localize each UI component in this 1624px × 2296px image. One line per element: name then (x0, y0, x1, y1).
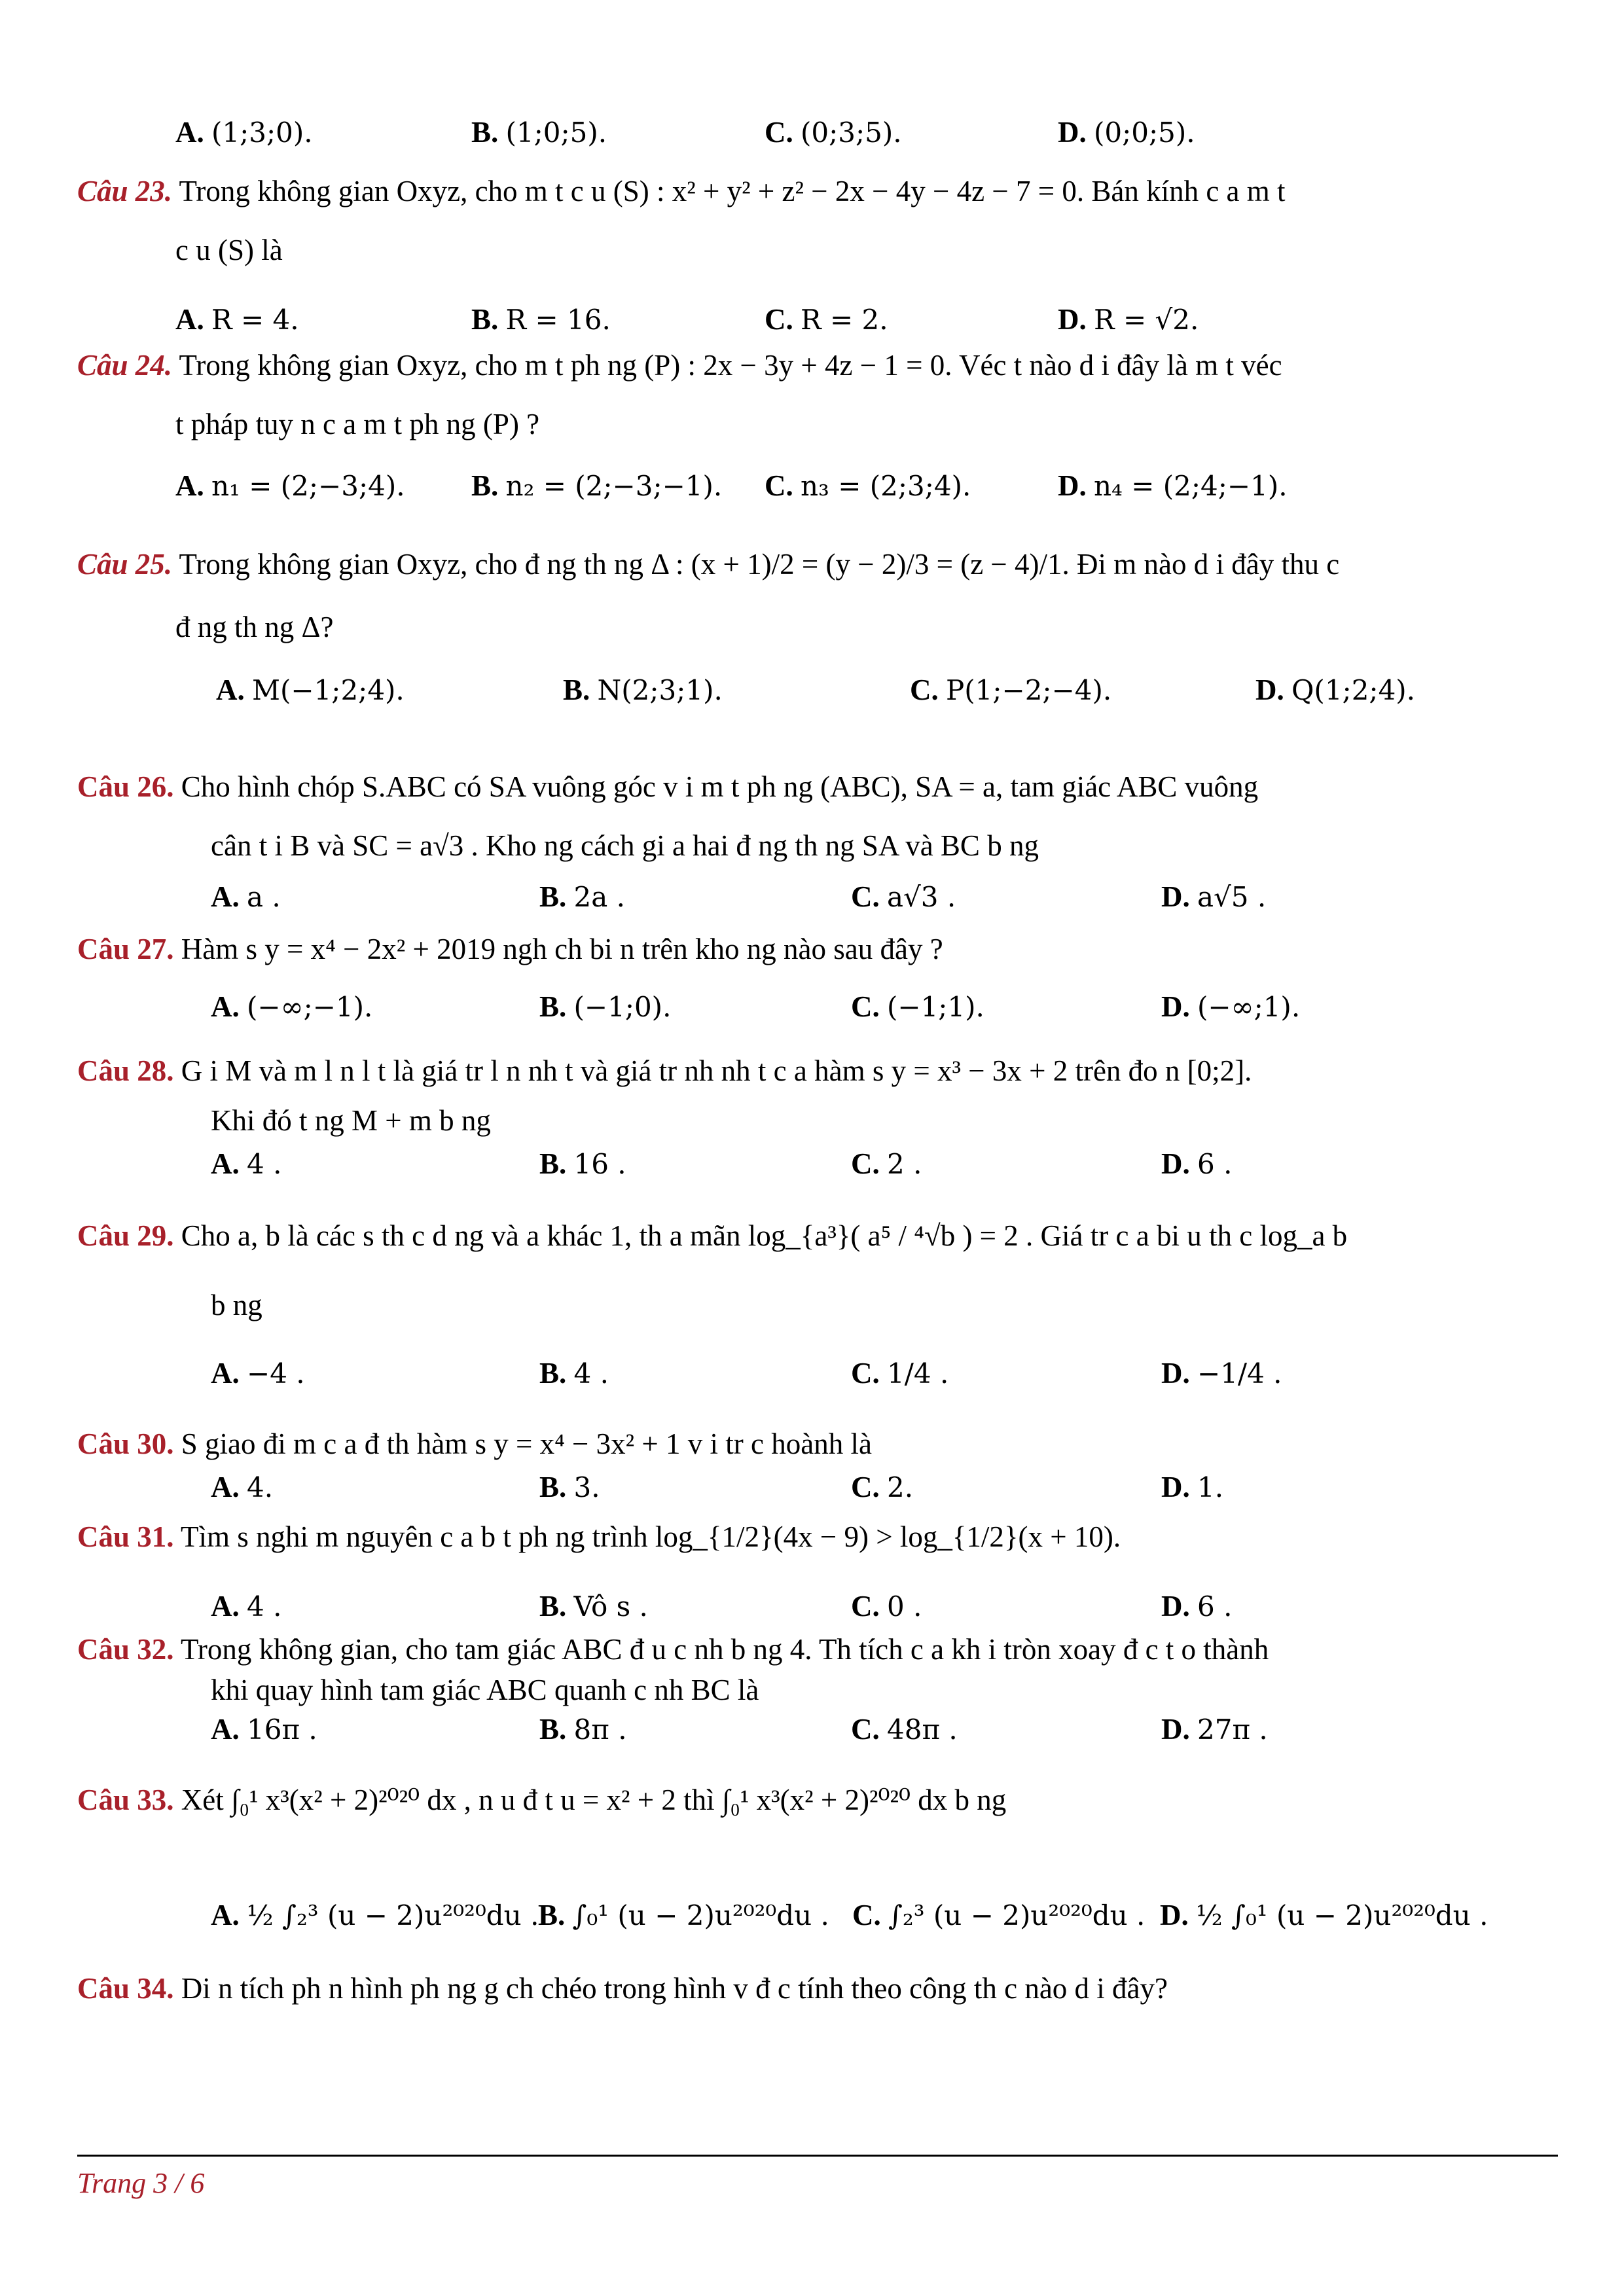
option-label: B. (471, 303, 499, 336)
option-value: Vô s . (573, 1590, 648, 1623)
question-label: Câu 27. (77, 933, 174, 965)
question-label: Câu 31. (77, 1520, 174, 1553)
question-text: Khi đó t ng M + m b ng (211, 1104, 491, 1137)
option-value: 2 . (887, 1148, 922, 1180)
option-label: B. (539, 1357, 567, 1390)
option-label: C. (765, 116, 793, 149)
option-value: 8π . (573, 1713, 627, 1746)
option-label: B. (539, 990, 567, 1023)
option-label: D. (1161, 880, 1190, 913)
option-label: D. (1160, 1899, 1189, 1931)
option-value: a√3 . (887, 881, 956, 913)
option-label: B. (539, 880, 567, 913)
option-label: A. (211, 1147, 240, 1180)
question-text: khi quay hình tam giác ABC quanh c nh BC là (211, 1674, 759, 1706)
option-label: A. (175, 116, 204, 149)
option-value: 0 . (887, 1590, 922, 1623)
option-label: B. (539, 1471, 567, 1503)
question-text: c u (S) là (175, 234, 283, 266)
question-28 (77, 1051, 1252, 1090)
question-34 (77, 1969, 1168, 2008)
question-text: Xét ∫₀¹ x³(x² + 2)²⁰²⁰ dx , n u đ t u = x² + 2 thì ∫₀¹ x³(x² + 2)²⁰²⁰ dx b ng (181, 1784, 1007, 1816)
option-value: ∫₀¹ (u − 2)u²⁰²⁰du . (572, 1899, 829, 1931)
option-label: B. (539, 1590, 567, 1623)
question-30 (77, 1424, 872, 1463)
option-label: D. (1161, 1713, 1190, 1746)
option-value: (1;3;0). (211, 117, 313, 149)
question-label: Câu 25. (77, 548, 173, 581)
question-29-cont (211, 1285, 262, 1325)
option-value: R = 2. (801, 304, 888, 336)
option-label: D. (1161, 990, 1190, 1023)
option-value: 27π . (1197, 1713, 1268, 1746)
option-value: (0;0;5). (1094, 117, 1195, 149)
question-text: đ ng th ng Δ? (175, 611, 334, 643)
option-value: 6 . (1197, 1590, 1233, 1623)
option-label: C. (852, 1899, 881, 1931)
option-label: C. (851, 1357, 880, 1390)
option-label: A. (211, 990, 240, 1023)
option-value: 4. (247, 1471, 274, 1503)
option-value: N(2;3;1). (597, 674, 723, 706)
option-label: A. (211, 1713, 240, 1746)
option-label: B. (539, 1713, 567, 1746)
option-label: C. (851, 880, 880, 913)
question-label: Câu 26. (77, 770, 174, 803)
option-label: C. (851, 1590, 880, 1623)
question-text: Cho a, b là các s th c d ng và a khác 1, th a mãn log_{a³}( a⁵ / ⁴√b ) = 2 . Giá tr c a bi u th c log_a b (181, 1219, 1348, 1252)
question-31 (77, 1517, 1121, 1556)
question-25 (77, 545, 1339, 584)
option-label: B. (539, 1147, 567, 1180)
question-label: Câu 30. (77, 1427, 174, 1460)
question-text: Tìm s nghi m nguyên c a b t ph ng trình log_{1/2}(4x − 9) > log_{1/2}(x + 10). (180, 1520, 1121, 1553)
question-text: Hàm s y = x⁴ − 2x² + 2019 ngh ch bi n trên kho ng nào sau đây ? (181, 933, 943, 965)
option-label: D. (1161, 1590, 1190, 1623)
footer-divider (77, 2155, 1558, 2157)
question-33 (77, 1780, 1006, 1820)
option-label: D. (1058, 116, 1087, 149)
option-label: B. (538, 1899, 566, 1931)
question-32-cont (211, 1670, 759, 1710)
option-value: (1;0;5). (505, 117, 607, 149)
option-label: C. (851, 1713, 880, 1746)
option-value: 16 . (573, 1148, 626, 1180)
option-label: B. (563, 673, 590, 706)
option-label: C. (851, 1471, 880, 1503)
option-value: 1. (1197, 1471, 1224, 1503)
option-label: D. (1255, 673, 1284, 706)
question-24 (77, 346, 1282, 385)
question-text: Trong không gian Oxyz, cho m t ph ng (P) : 2x − 3y + 4z − 1 = 0. Véc t nào d i đây là m t véc (179, 349, 1282, 382)
question-26 (77, 767, 1258, 806)
question-label: Câu 28. (77, 1054, 174, 1087)
option-value: R = √2. (1094, 304, 1199, 336)
option-value: 16π . (247, 1713, 317, 1746)
option-value: −1/4 . (1197, 1357, 1282, 1390)
option-value: Q(1;2;4). (1291, 674, 1416, 706)
question-text: b ng (211, 1289, 262, 1321)
option-label: B. (471, 116, 499, 149)
option-value: 4 . (247, 1148, 282, 1180)
option-label: A. (216, 673, 245, 706)
option-value: 3. (573, 1471, 600, 1503)
option-value: (−1;1). (887, 991, 984, 1023)
question-label: Câu 32. (77, 1633, 174, 1666)
option-value: ∫₂³ (u − 2)u²⁰²⁰du . (888, 1899, 1146, 1931)
option-value: 4 . (573, 1357, 609, 1390)
question-23-cont (175, 230, 283, 270)
page-number: Trang 3 / 6 (77, 2167, 205, 2199)
option-label: D. (1058, 469, 1087, 502)
option-label: B. (471, 469, 499, 502)
option-value: a . (247, 881, 281, 913)
question-29 (77, 1216, 1347, 1255)
option-label: D. (1161, 1147, 1190, 1180)
option-label: A. (211, 1471, 240, 1503)
option-value: n₂ = (2;−3;−1). (505, 470, 723, 502)
option-label: A. (211, 1590, 240, 1623)
question-label: Câu 34. (77, 1972, 174, 2005)
option-label: D. (1058, 303, 1087, 336)
option-value: 2. (887, 1471, 914, 1503)
option-value: (0;3;5). (801, 117, 902, 149)
question-label: Câu 29. (77, 1219, 174, 1252)
option-label: C. (765, 303, 793, 336)
question-text: cân t i B và SC = a√3 . Kho ng cách gi a hai đ ng th ng SA và BC b ng (211, 829, 1039, 862)
option-value: ½ ∫₂³ (u − 2)u²⁰²⁰du . (247, 1899, 539, 1931)
option-label: C. (851, 990, 880, 1023)
option-label: A. (211, 880, 240, 913)
question-26-cont (211, 826, 1039, 865)
option-value: 2a . (573, 881, 625, 913)
option-label: A. (211, 1357, 240, 1390)
option-value: M(−1;2;4). (252, 674, 405, 706)
option-label: C. (765, 469, 793, 502)
option-value: n₃ = (2;3;4). (801, 470, 971, 502)
question-text: Trong không gian, cho tam giác ABC đ u c nh b ng 4. Th tích c a kh i tròn xoay đ c t o thành (180, 1633, 1269, 1666)
option-label: A. (175, 469, 204, 502)
option-label: D. (1161, 1471, 1190, 1503)
option-value: 4 . (247, 1590, 282, 1623)
option-label: C. (910, 673, 939, 706)
option-value: (−∞;1). (1197, 991, 1301, 1023)
question-28-cont (211, 1101, 491, 1140)
option-value: n₁ = (2;−3;4). (211, 470, 405, 502)
option-value: (−1;0). (573, 991, 672, 1023)
question-label: Câu 33. (77, 1784, 174, 1816)
question-32 (77, 1630, 1269, 1669)
question-text: S giao đi m c a đ th hàm s y = x⁴ − 3x² + 1 v i tr c hoành là (181, 1427, 872, 1460)
option-value: 1/4 . (887, 1357, 949, 1390)
question-27 (77, 929, 943, 969)
option-value: n₄ = (2;4;−1). (1094, 470, 1288, 502)
option-value: (−∞;−1). (247, 991, 373, 1023)
question-text: Trong không gian Oxyz, cho m t c u (S) : x² + y² + z² − 2x − 4y − 4z − 7 = 0. Bán kính c a m t (179, 175, 1286, 207)
option-value: a√5 . (1197, 881, 1267, 913)
option-value: P(1;−2;−4). (946, 674, 1112, 706)
question-text: Di n tích ph n hình ph ng g ch chéo trong hình v đ c tính theo công th c nào d i đây? (181, 1972, 1168, 2005)
option-value: 6 . (1197, 1148, 1233, 1180)
question-25-cont (175, 607, 333, 647)
option-value: −4 . (247, 1357, 305, 1390)
option-value: ½ ∫₀¹ (u − 2)u²⁰²⁰du . (1196, 1899, 1489, 1931)
question-24-cont (175, 404, 539, 444)
question-text: G i M và m l n l t là giá tr l n nh t và giá tr nh nh t c a hàm s y = x³ − 3x + 2 trên đo n [0;2]. (181, 1054, 1252, 1087)
question-label: Câu 23. (77, 175, 173, 207)
option-label: A. (175, 303, 204, 336)
option-label: C. (851, 1147, 880, 1180)
question-23 (77, 171, 1286, 211)
option-label: D. (1161, 1357, 1190, 1390)
option-value: R = 16. (505, 304, 611, 336)
option-label: A. (211, 1899, 240, 1931)
question-text: Cho hình chóp S.ABC có SA vuông góc v i m t ph ng (ABC), SA = a, tam giác ABC vuông (181, 770, 1259, 803)
question-label: Câu 24. (77, 349, 173, 382)
option-value: R = 4. (211, 304, 299, 336)
option-value: 48π . (887, 1713, 958, 1746)
question-text: t pháp tuy n c a m t ph ng (P) ? (175, 408, 540, 440)
question-text: Trong không gian Oxyz, cho đ ng th ng Δ : (x + 1)/2 = (y − 2)/3 = (z − 4)/1. Đi m nào d i đây thu c (179, 548, 1340, 581)
